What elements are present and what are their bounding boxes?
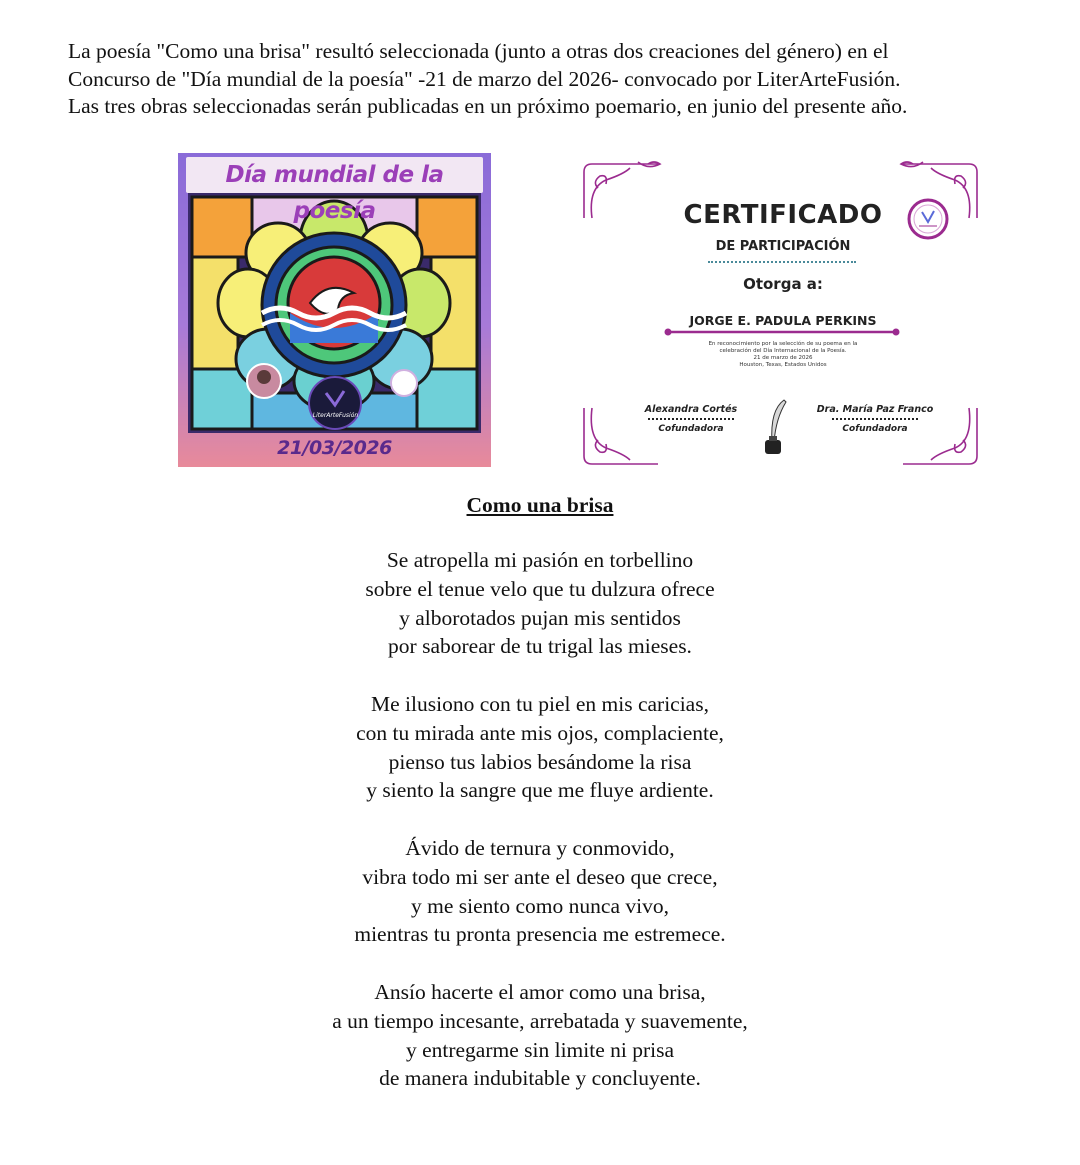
poem-title: Como una brisa xyxy=(466,493,614,517)
recipient-name: JORGE E. PADULA PERKINS xyxy=(689,313,877,328)
poem-line: y me siento como nunca vivo, xyxy=(411,893,669,918)
poem-stanza xyxy=(0,546,1080,661)
certificate-body-line: celebración del Día Internacional de la Poesía. xyxy=(719,348,847,354)
poem-line: con tu mirada ante mis ojos, complaciente, xyxy=(356,720,724,745)
poem-line: sobre el tenue velo que tu dulzura ofrece xyxy=(365,576,715,601)
signer-name: Dra. María Paz Franco xyxy=(816,404,934,415)
poem-line: mientras tu pronta presencia me estremece. xyxy=(354,922,726,947)
poem-body xyxy=(0,546,1080,1122)
certificate-body-line: 21 de marzo de 2026 xyxy=(753,355,813,361)
signature-left xyxy=(626,404,756,434)
intro-line: La poesía "Como una brisa" resultó seleccionada (junto a otras dos creaciones del género) en el xyxy=(68,39,889,63)
poetry-day-poster xyxy=(178,153,491,467)
poster-title: Día mundial de la poesía xyxy=(186,157,483,193)
poster-logo-text: LiterArteFusión xyxy=(312,412,359,419)
participation-certificate xyxy=(578,158,983,470)
signer-role: Cofundadora xyxy=(842,424,908,434)
certificate-subtitle: DE PARTICIPACIÓN xyxy=(715,239,851,254)
poem-line: vibra todo mi ser ante el deseo que crece, xyxy=(362,864,718,889)
signature-line xyxy=(832,418,918,420)
dotted-divider xyxy=(708,261,856,263)
poem-line: Ávido de ternura y conmovido, xyxy=(405,835,675,860)
intro-paragraph xyxy=(68,38,1028,121)
poem-line: Se atropella mi pasión en torbellino xyxy=(386,548,694,572)
certificate-body-line: En reconocimiento por la selección de su poema en la xyxy=(708,341,858,347)
signature-right xyxy=(810,404,940,434)
poem-stanza xyxy=(0,834,1080,949)
intro-line: Concurso de "Día mundial de la poesía" -21 de marzo del 2026- convocado por LiterArteFusión. xyxy=(68,66,901,91)
poem-line: a un tiempo incesante, arrebatada y suavemente, xyxy=(332,1008,748,1033)
poem-line: de manera indubitable y concluyente. xyxy=(379,1066,701,1091)
poem-line: y siento la sangre que me fluye ardiente. xyxy=(366,778,714,803)
poem-line: pienso tus labios besándome la risa xyxy=(388,749,692,774)
poem-line: y entregarme sin limite ni prisa xyxy=(405,1037,675,1062)
poster-date: 21/03/2026 xyxy=(277,437,392,459)
signature-line xyxy=(648,418,734,420)
poem-line: y alborotados pujan mis sentidos xyxy=(399,605,681,630)
quill-inkwell-icon xyxy=(760,398,790,458)
certificate-body xyxy=(678,341,888,369)
certificate-title: CERTIFICADO xyxy=(683,200,883,230)
intro-line: Las tres obras seleccionadas serán publicadas en un próximo poemario, en junio del presente año. xyxy=(68,94,908,118)
signer-name: Alexandra Cortés xyxy=(644,404,738,415)
poem-line: por saborear de tu trigal las mieses. xyxy=(388,634,692,659)
certificate-body-line: Houston, Texas, Estados Unidos xyxy=(739,362,827,368)
poem-stanza xyxy=(0,978,1080,1093)
poem-line: Ansío hacerte el amor como una brisa, xyxy=(374,979,706,1004)
poem-stanza xyxy=(0,690,1080,805)
poem-line: Me ilusiono con tu piel en mis caricias, xyxy=(371,691,709,716)
signer-role: Cofundadora xyxy=(658,424,724,434)
grant-label: Otorga a: xyxy=(743,275,823,293)
